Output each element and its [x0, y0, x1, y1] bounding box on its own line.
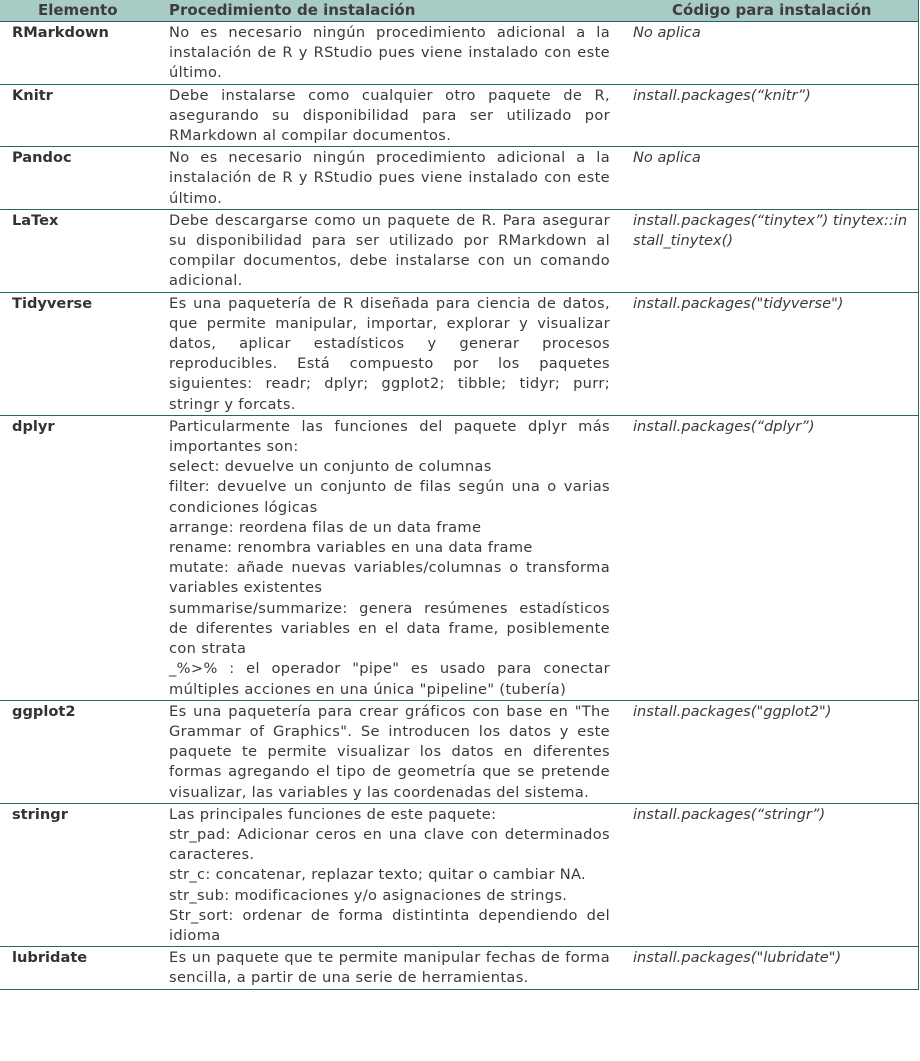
procedure-text: Es un paquete que te permite manipular fechas de forma sencilla, a partir de una serie de herramientas.: [164, 947, 626, 989]
procedure-line: Str_sort: ordenar de forma distintinta dependiendo del idioma: [169, 906, 610, 944]
element-name: Pandoc: [0, 147, 164, 210]
table-row: [0, 147, 918, 210]
install-code: install.packages("lubridate"): [626, 947, 918, 989]
element-name: ggplot2: [0, 700, 164, 803]
install-code: No aplica: [626, 147, 918, 210]
procedure-text: [164, 415, 626, 700]
procedure-line: rename: renombra variables en una data frame: [169, 539, 533, 557]
procedure-text: Debe descargarse como un paquete de R. Para asegurar su disponibilidad para ser utilizado por RMarkdown al compilar documentos, debe instalarse con un comando adicional.: [164, 209, 626, 292]
header-procedure: Procedimiento de instalación: [164, 0, 626, 22]
install-code: install.packages(“knitr”): [626, 84, 918, 147]
install-code: install.packages(“stringr”): [626, 803, 918, 946]
procedure-text: Es una paquetería para crear gráficos con base en "The Grammar of Graphics". Se introducen los datos y este paquete te permite visualizar los datos en diferentes formas agregando el tipo de geometría que se pretende visualizar, las variables y las coordenadas del sistema.: [164, 700, 626, 803]
element-name: Knitr: [0, 84, 164, 147]
procedure-line: arrange: reordena filas de un data frame: [169, 518, 482, 536]
table-row: [0, 415, 918, 700]
table-row: [0, 700, 918, 803]
table-row: [0, 803, 918, 946]
element-name: lubridate: [0, 947, 164, 989]
table-row: [0, 292, 918, 415]
procedure-text: No es necesario ningún procedimiento adicional a la instalación de R y RStudio pues viene instalado con este último.: [164, 22, 626, 85]
procedure-line: Particularmente las funciones del paquete dplyr más importantes son:: [169, 417, 610, 456]
install-code: install.packages(“tinytex”) tinytex::install_tinytex(): [626, 209, 918, 292]
element-name: LaTex: [0, 209, 164, 292]
table-row: [0, 22, 918, 85]
procedure-text: Debe instalarse como cualquier otro paquete de R, asegurando su disponibilidad para ser utilizado por RMarkdown al compilar documentos.: [164, 84, 626, 147]
table-row: [0, 947, 918, 989]
header-element: Elemento: [0, 0, 164, 22]
procedure-line: filter: devuelve un conjunto de filas según una o varias condiciones lógicas: [169, 478, 610, 516]
table-row: [0, 84, 918, 147]
table-row: [0, 209, 918, 292]
element-name: stringr: [0, 803, 164, 946]
install-code: install.packages(“dplyr”): [626, 415, 918, 700]
procedure-text: [164, 803, 626, 946]
procedure-line: summarise/summarize: genera resúmenes estadísticos de diferentes variables en el data frame, posiblemente con strata: [169, 599, 610, 658]
header-row: [0, 0, 918, 22]
procedure-line: Las principales funciones de este paquete:: [169, 805, 497, 823]
procedure-line: select: devuelve un conjunto de columnas: [169, 458, 492, 476]
procedure-line: str_c: concatenar, replazar texto; quitar o cambiar NA.: [169, 866, 587, 884]
element-name: RMarkdown: [0, 22, 164, 85]
procedure-text: Es una paquetería de R diseñada para ciencia de datos, que permite manipular, importar, explorar y visualizar datos, aplicar estadísticos y generar procesos reproducibles. Está compuesto por los paquetes siguientes: readr; dplyr; ggplot2; tibble; tidyr; purr; stringr y forcats.: [164, 292, 626, 415]
procedure-line: str_pad: Adicionar ceros en una clave con determinados caracteres.: [169, 825, 610, 864]
procedure-text: No es necesario ningún procedimiento adicional a la instalación de R y RStudio pues viene instalado con este último.: [164, 147, 626, 210]
element-name: Tidyverse: [0, 292, 164, 415]
procedure-line: mutate: añade nuevas variables/columnas o transforma variables existentes: [169, 559, 610, 597]
install-code: No aplica: [626, 22, 918, 85]
element-name: dplyr: [0, 415, 164, 700]
procedure-line: _%>% : el operador "pipe" es usado para conectar múltiples acciones en una única "pipeline" (tubería): [169, 660, 610, 698]
install-code: install.packages("tidyverse"): [626, 292, 918, 415]
procedure-line: str_sub: modificaciones y/o asignaciones de strings.: [169, 886, 568, 904]
install-code: install.packages("ggplot2"): [626, 700, 918, 803]
header-code: Código para instalación: [626, 0, 918, 22]
